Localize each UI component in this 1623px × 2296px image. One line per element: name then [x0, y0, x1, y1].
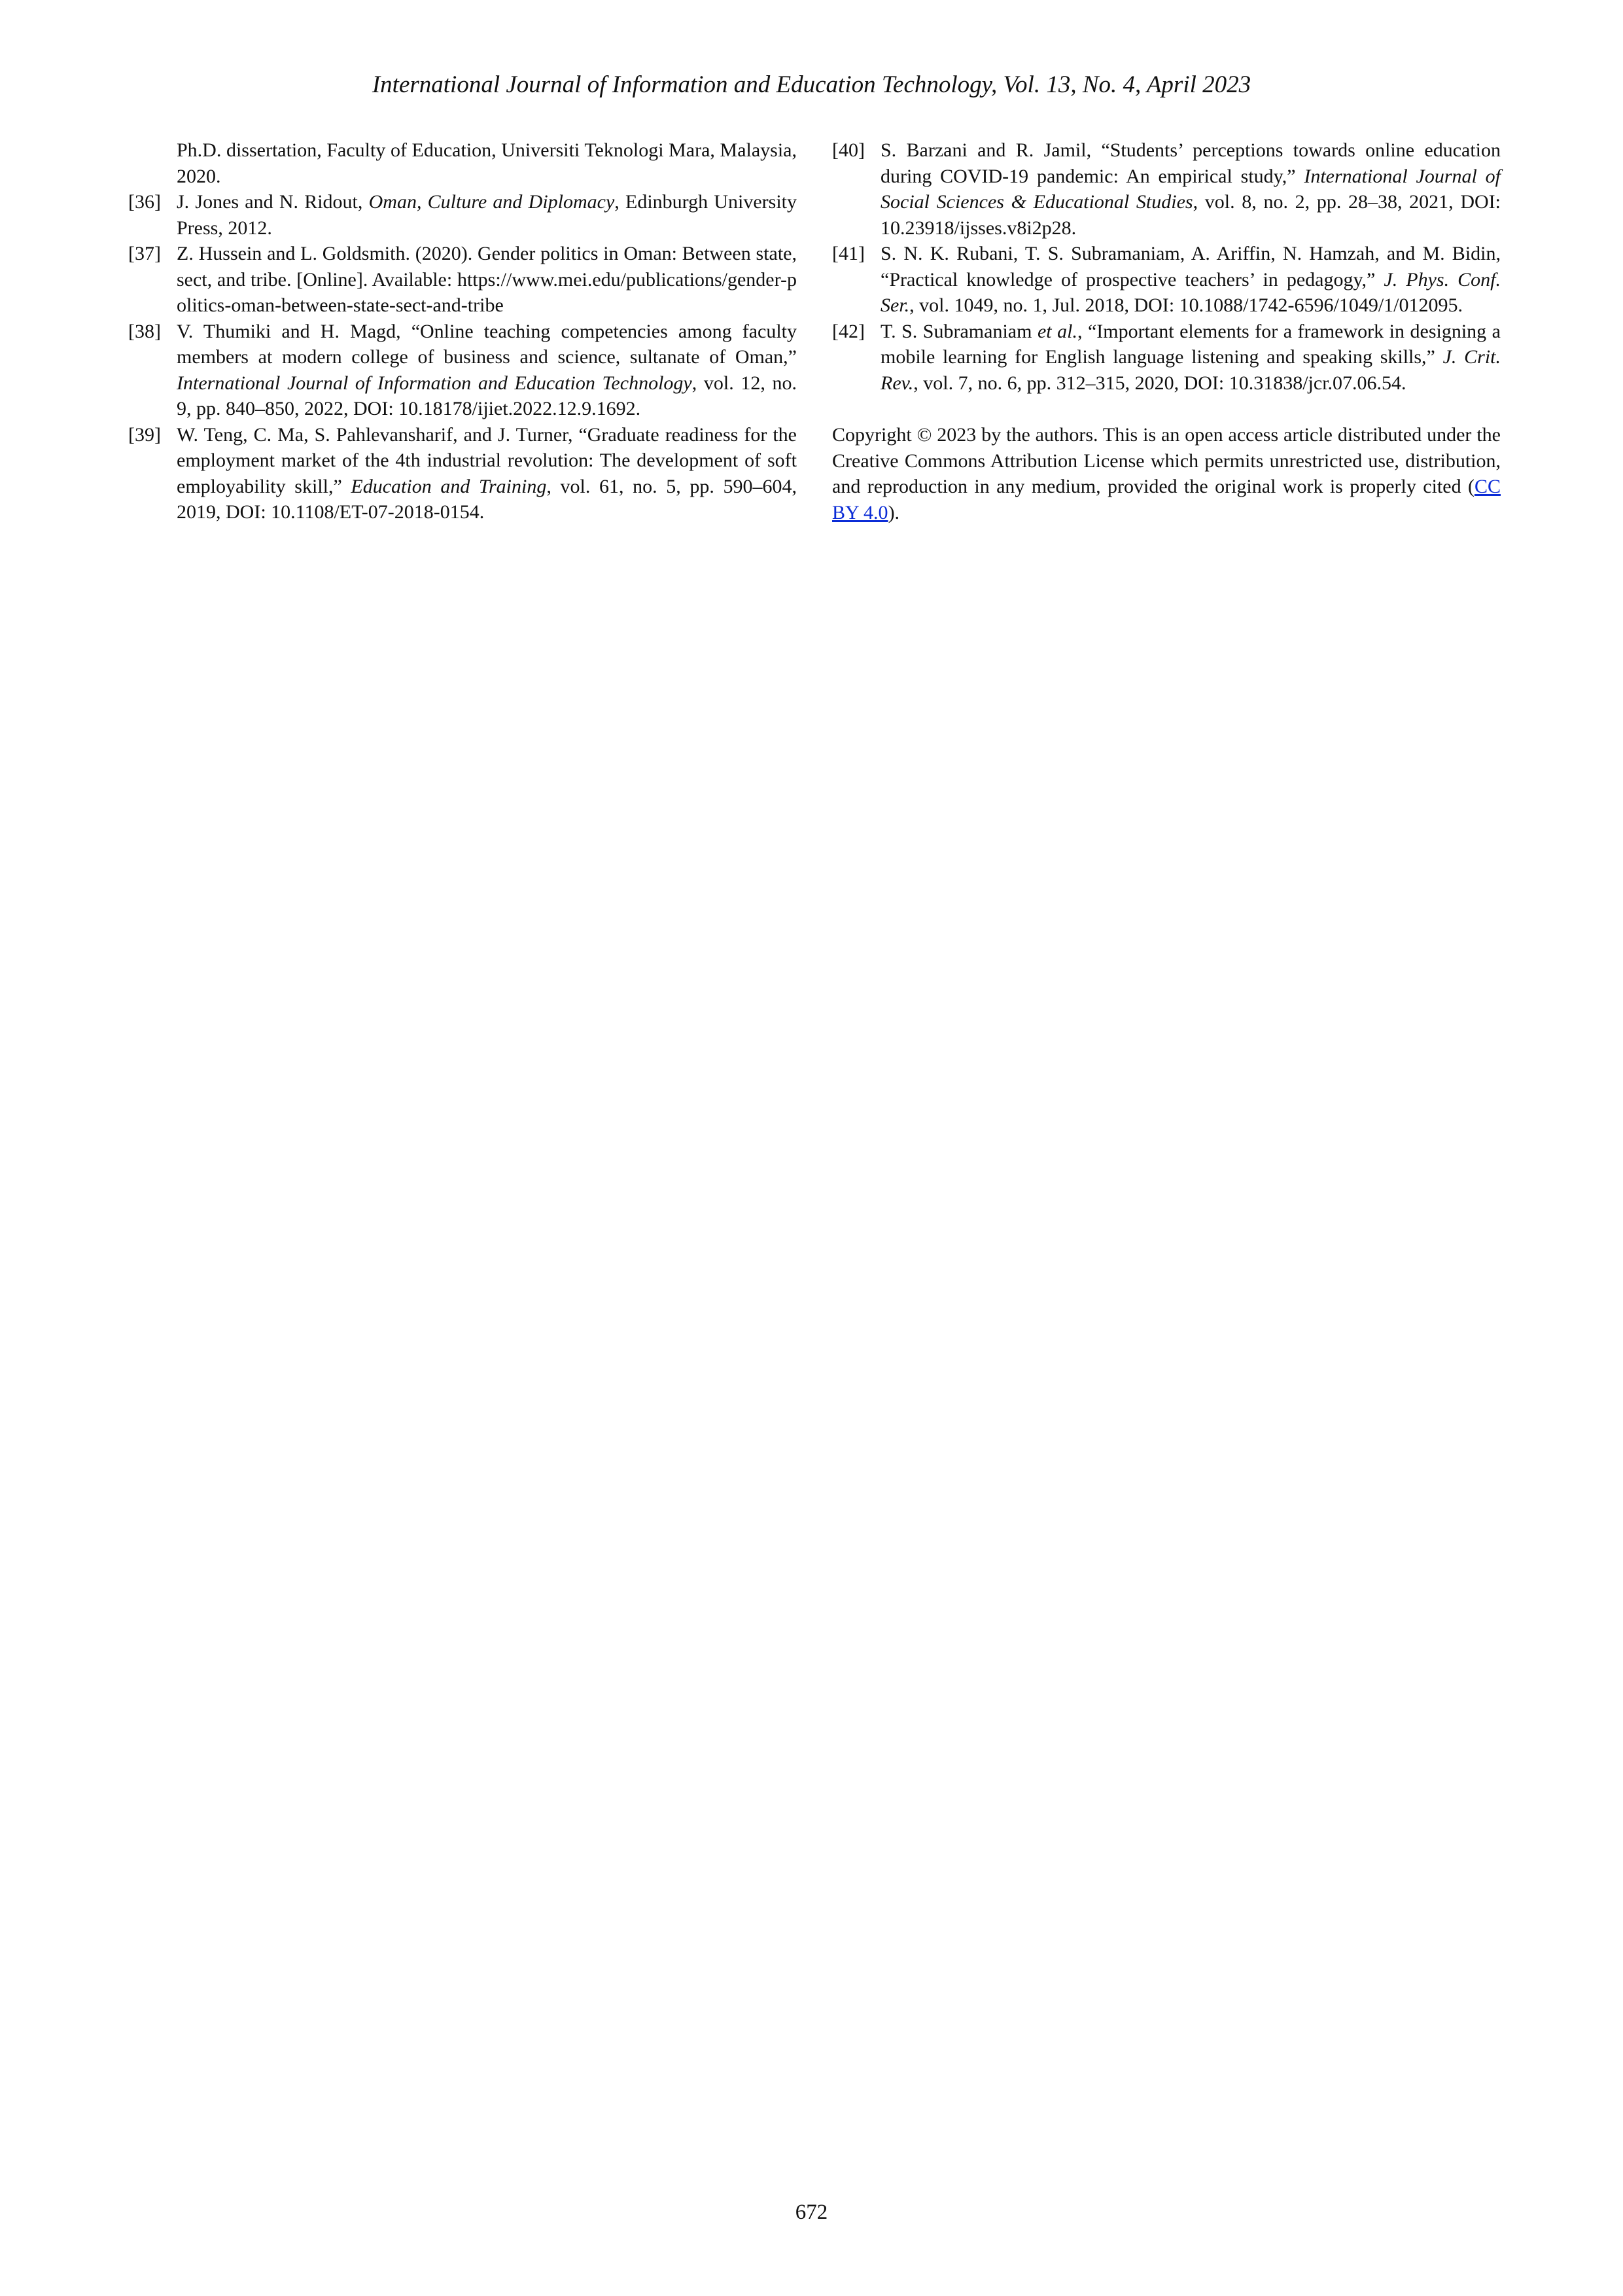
reference-journal: Education and Training — [351, 475, 547, 497]
reference-text: , vol. 12, no. 9, pp. 840–850, 2022, DOI: 10.18178/ijiet.2022.12.9.1692. — [177, 372, 797, 419]
reference-37 — [128, 241, 797, 319]
reference-text: , “Important elements for a framework in designing a mobile learning for English language listening and speaking skills,” — [881, 320, 1501, 368]
reference-number: [36] — [128, 191, 161, 213]
reference-number: [40] — [832, 139, 865, 161]
reference-number: [37] — [128, 243, 161, 264]
reference-39 — [128, 422, 797, 525]
reference-journal: J. Crit. Rev. — [881, 346, 1501, 394]
reference-42 — [832, 319, 1501, 397]
reference-text: S. Barzani and R. Jamil, “Students’ perceptions towards online education during COVID-19 pandemic: An empirical study,” — [881, 139, 1501, 187]
page-number: 672 — [795, 2200, 828, 2224]
left-column — [128, 137, 797, 525]
reference-number: [39] — [128, 423, 161, 446]
reference-text: Z. Hussein and L. Goldsmith. (2020). Gender politics in Oman: Between state, sect, and tribe. [Online]. Available: — [177, 243, 797, 291]
reference-36 — [128, 189, 797, 241]
reference-text: , Edinburgh University Press, 2012. — [177, 191, 797, 239]
reference-text: S. N. K. Rubani, T. S. Subramaniam, A. Ariffin, N. Hamzah, and M. Bidin, “Practical knowledge of prospective teachers’ in pedagogy,” — [881, 243, 1501, 291]
reference-text: J. Jones and N. Ridout, — [177, 191, 369, 213]
reference-etal: et al. — [1037, 320, 1077, 342]
reference-journal: J. Phys. Conf. Ser. — [881, 268, 1501, 316]
reference-41 — [832, 241, 1501, 319]
reference-url: https://www.mei.edu/publications/gender-politics-oman-between-state-sect-and-tribe — [177, 268, 797, 316]
reference-journal: International Journal of Social Sciences & Educational Studies — [881, 165, 1501, 213]
copyright-text: Copyright © 2023 by the authors. This is an open access article distributed under the Creative Commons Attribution License which permits unrestricted use, distribution, and reproduction in any medium, provided the original work is properly cited ( — [832, 424, 1501, 497]
right-column — [832, 137, 1501, 525]
copyright-text-end: ). — [888, 501, 900, 523]
reference-text: V. Thumiki and H. Magd, “Online teaching competencies among faculty members at modern college of business and science, sultanate of Oman,” — [177, 320, 797, 368]
reference-text: T. S. Subramaniam — [881, 320, 1038, 342]
reference-number: [42] — [832, 320, 865, 342]
reference-40 — [832, 137, 1501, 241]
reference-text: W. Teng, C. Ma, S. Pahlevansharif, and J. Turner, “Graduate readiness for the employment market of the 4th industrial revolution: The development of soft employability skill,” — [177, 423, 797, 497]
reference-journal: International Journal of Information and Education Technology — [177, 372, 692, 394]
reference-title: Oman, Culture and Diplomacy — [368, 191, 615, 213]
reference-number: [38] — [128, 320, 161, 342]
running-header: International Journal of Information and Education Technology, Vol. 13, No. 4, April 2023 — [372, 71, 1251, 98]
license-link[interactable]: CC BY 4.0 — [832, 476, 1501, 523]
reference-text: , vol. 8, no. 2, pp. 28–38, 2021, DOI: 10.23918/ijsses.v8i2p28. — [881, 191, 1501, 239]
copyright-notice — [832, 422, 1501, 525]
reference-number: [41] — [832, 243, 865, 264]
reference-text: , vol. 1049, no. 1, Jul. 2018, DOI: 10.1088/1742-6596/1049/1/012095. — [909, 294, 1463, 316]
reference-35-continuation: Ph.D. dissertation, Faculty of Education, Universiti Teknologi Mara, Malaysia, 2020. — [177, 139, 797, 187]
reference-text: , vol. 61, no. 5, pp. 590–604, 2019, DOI: 10.1108/ET-07-2018-0154. — [177, 475, 797, 523]
reference-38 — [128, 319, 797, 422]
reference-text: , vol. 7, no. 6, pp. 312–315, 2020, DOI: 10.31838/jcr.07.06.54. — [913, 372, 1406, 394]
